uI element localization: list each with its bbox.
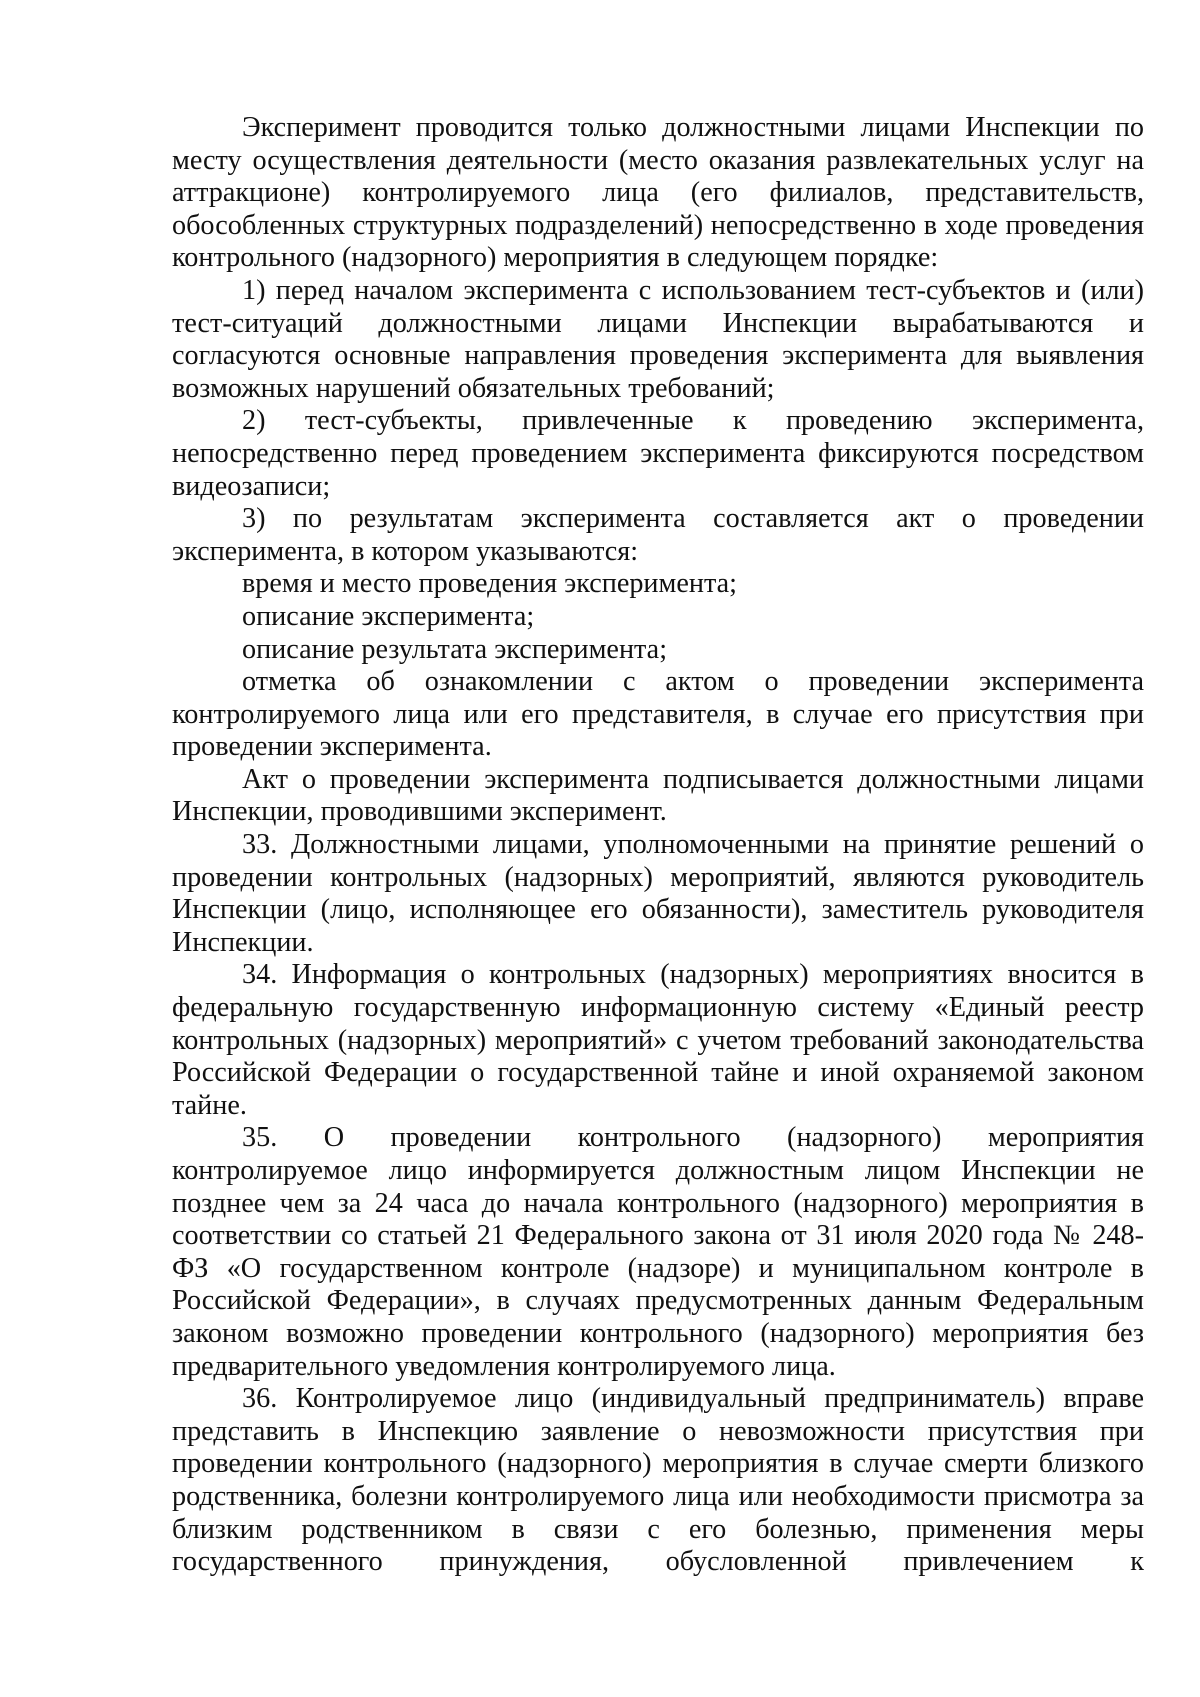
list-item-2: 2) тест-субъекты, привлеченные к проведению эксперимента, непосредственно перед проведением эксперимента фиксируются посредством видеозаписи; xyxy=(172,405,1144,502)
paragraph-experiment-procedure: Эксперимент проводится только должностными лицами Инспекции по месту осуществления деятельности (место оказания развлекательных услуг на аттракционе) контролируемого лица (его филиалов, представительств, обособленных структурных подразделений) непосредственно в ходе проведения контрольного (надзорного) мероприятия в следующем порядке: xyxy=(172,112,1144,274)
clause-34: 34. Информация о контрольных (надзорных) мероприятиях вносится в федеральную государственную информационную систему «Единый реестр контрольных (надзорных) мероприятий» с учетом требований законодательства Российской Федерации о государственной тайне и иной охраняемой законом тайне. xyxy=(172,959,1144,1121)
act-field-result: описание результата эксперимента; xyxy=(242,633,668,665)
clause-33: 33. Должностными лицами, уполномоченными на принятие решений о проведении контрольных (надзорных) мероприятий, являются руководитель Инспекции (лицо, исполняющее его обязанности), заместитель руководителя Инспекции. xyxy=(172,829,1144,958)
paragraph-act-signing: Акт о проведении эксперимента подписывается должностными лицами Инспекции, проводившими эксперимент. xyxy=(172,763,1144,828)
list-item-1: 1) перед началом эксперимента с использованием тест-субъектов и (или) тест-ситуаций должностными лицами Инспекции вырабатываются и согласуются основные направления проведения эксперимента для выявления возможных нарушений обязательных требований; xyxy=(172,274,1144,404)
act-field-acknowledgement: отметка об ознакомлении с актом о проведении эксперимента контролируемого лица или его представителя, в случае его присутствия при проведении эксперимента. xyxy=(172,666,1144,763)
document-page xyxy=(172,112,1144,1579)
act-field-description: описание эксперимента; xyxy=(242,600,535,632)
act-field-time-place: время и место проведения эксперимента; xyxy=(242,568,737,600)
clause-35: 35. О проведении контрольного (надзорного) мероприятия контролируемое лицо информируется должностным лицом Инспекции не позднее чем за 24 часа до начала контрольного (надзорного) мероприятия в соответствии со статьей 21 Федерального закона от 31 июля 2020 года № 248-ФЗ «О государственном контроле (надзоре) и муниципальном контроле в Российской Федерации», в случаях предусмотренных данным Федеральным законом возможно проведении контрольного (надзорного) мероприятия без предварительного уведомления контролируемого лица. xyxy=(172,1122,1144,1382)
list-item-3: 3) по результатам эксперимента составляется акт о проведении эксперимента, в котором указываются: xyxy=(172,503,1144,567)
clause-36: 36. Контролируемое лицо (индивидуальный предприниматель) вправе представить в Инспекцию заявление о невозможности присутствия при проведении контрольного (надзорного) мероприятия в случае смерти близкого родственника, болезни контролируемого лица или необходимости присмотра за близким родственником в связи с его болезнью, применения меры государственного принуждения, обусловленной привлечением к xyxy=(172,1383,1144,1578)
